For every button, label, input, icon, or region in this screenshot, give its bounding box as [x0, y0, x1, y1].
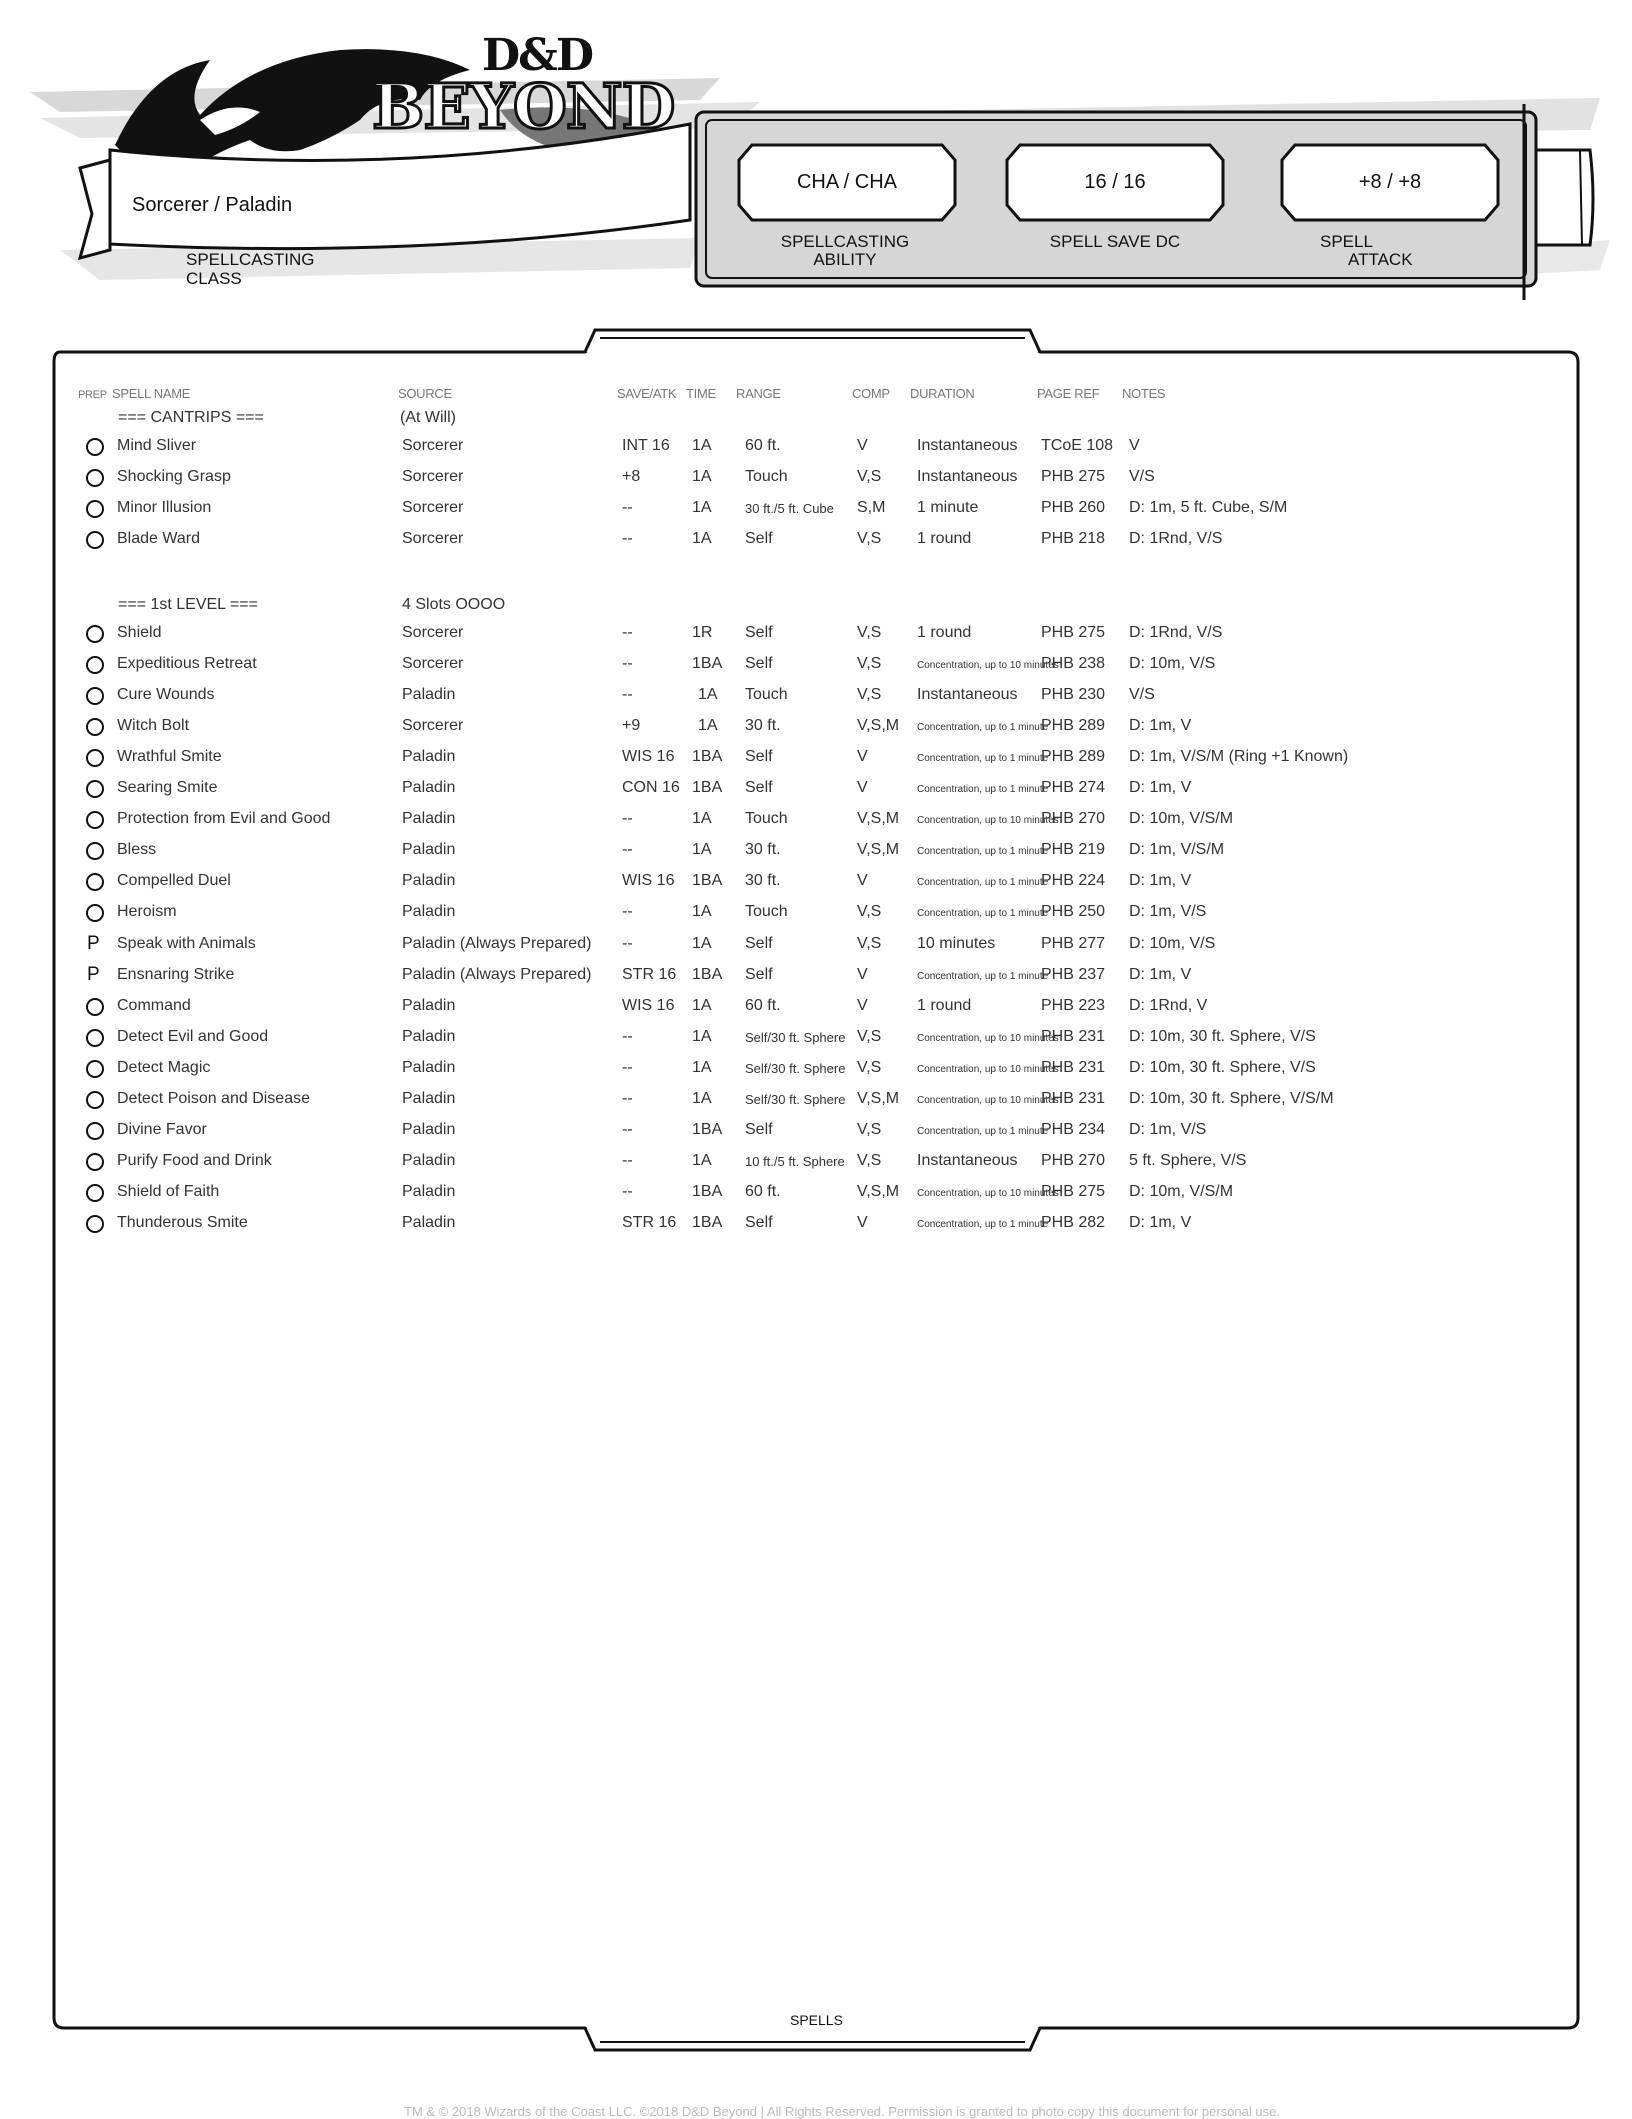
spell-notes: D: 1m, V	[1129, 872, 1192, 889]
spell-save-atk: --	[622, 1183, 633, 1200]
header-spell-name: SPELL NAME	[112, 386, 191, 401]
spell-source: Paladin (Always Prepared)	[402, 935, 592, 952]
spell-time: 1A	[692, 935, 712, 952]
label-line-2: ATTACK	[1348, 250, 1413, 269]
spell-time: 1A	[692, 1059, 712, 1076]
spell-range: Self	[745, 655, 773, 672]
spell-notes: D: 1m, 5 ft. Cube, S/M	[1129, 499, 1288, 516]
spell-components: V,S,M	[857, 717, 900, 734]
spell-save-atk: --	[622, 1090, 633, 1107]
spell-row[interactable]	[0, 872, 1632, 900]
spell-time: 1BA	[692, 748, 723, 765]
spell-row[interactable]	[0, 499, 1632, 527]
spell-source: Paladin	[402, 1121, 456, 1138]
spell-range: 30 ft.	[745, 872, 781, 889]
spell-row[interactable]	[0, 468, 1632, 496]
spell-save-atk: --	[622, 499, 633, 516]
spell-row[interactable]	[0, 903, 1632, 931]
spell-page-ref: PHB 231	[1041, 1059, 1106, 1076]
spell-duration: 1 minute	[917, 499, 979, 516]
spellcasting-class-value[interactable]: Sorcerer / Paladin	[132, 194, 293, 216]
spell-notes: D: 1m, V/S/M	[1129, 841, 1225, 858]
spell-row[interactable]	[0, 748, 1632, 776]
spell-source: Paladin	[402, 1028, 456, 1045]
spellcasting-ability-value[interactable]: CHA / CHA	[796, 170, 898, 193]
spell-notes: D: 1m, V	[1129, 779, 1192, 796]
spell-range: Self	[745, 935, 773, 952]
spell-save-atk: --	[622, 655, 633, 672]
spell-row[interactable]	[0, 997, 1632, 1025]
spell-save-atk: --	[622, 1028, 633, 1045]
spell-name: Bless	[117, 841, 157, 858]
section-level1-info: 4 Slots OOOO	[402, 596, 506, 613]
prepared-checkbox[interactable]	[86, 1215, 104, 1233]
header-save-atk: SAVE/ATK	[617, 386, 677, 401]
spell-page-ref: PHB 289	[1041, 748, 1106, 765]
prepared-checkbox[interactable]	[86, 811, 104, 829]
spell-duration: 1 round	[917, 530, 972, 547]
spell-time: 1BA	[692, 1214, 723, 1231]
prepared-always-marker: P	[87, 964, 100, 985]
spell-source: Paladin	[402, 1183, 456, 1200]
spell-row[interactable]	[0, 1090, 1632, 1118]
spell-components: V,S,M	[857, 1090, 900, 1107]
spell-row[interactable]	[0, 1028, 1632, 1056]
spell-time: 1R	[692, 624, 713, 641]
spell-duration: Concentration, up to 10 minutes	[917, 1095, 1059, 1106]
spell-duration: Concentration, up to 1 minute	[917, 722, 1049, 733]
spell-range: 60 ft.	[745, 1183, 781, 1200]
spell-save-atk: +9	[622, 717, 641, 734]
spell-row[interactable]	[0, 966, 1632, 994]
spell-source: Paladin	[402, 1059, 456, 1076]
spell-name: Thunderous Smite	[117, 1214, 248, 1231]
header-comp: COMP	[852, 386, 890, 401]
spell-row[interactable]	[0, 841, 1632, 869]
spell-duration: Instantaneous	[917, 686, 1018, 703]
spell-components: V	[857, 779, 868, 796]
spell-duration: Concentration, up to 1 minute	[917, 877, 1049, 888]
spell-components: V,S,M	[857, 810, 900, 827]
spell-row[interactable]	[0, 935, 1632, 963]
spell-page-ref: TCoE 108	[1041, 437, 1114, 454]
spell-page-ref: PHB 223	[1041, 997, 1106, 1014]
spell-components: V,S	[857, 1028, 882, 1045]
spell-row[interactable]	[0, 1059, 1632, 1087]
spell-save-atk: --	[622, 1121, 633, 1138]
spell-source: Paladin (Always Prepared)	[402, 966, 592, 983]
spell-notes: V/S	[1129, 468, 1155, 485]
spell-components: V,S	[857, 1121, 882, 1138]
spell-save-atk: WIS 16	[622, 997, 675, 1014]
spell-page-ref: PHB 275	[1041, 624, 1106, 641]
spell-notes: D: 10m, V/S	[1129, 935, 1216, 952]
spell-name: Blade Ward	[117, 530, 200, 547]
prepared-checkbox[interactable]	[86, 469, 104, 487]
spell-time: 1BA	[692, 655, 723, 672]
spell-duration: Concentration, up to 10 minutes	[917, 1064, 1059, 1075]
spell-time: 1A	[692, 1028, 712, 1045]
spell-row[interactable]	[0, 810, 1632, 838]
header-notes: NOTES	[1122, 386, 1166, 401]
spell-source: Sorcerer	[402, 655, 464, 672]
spell-components: V,S	[857, 655, 882, 672]
spell-notes: D: 10m, V/S/M	[1129, 810, 1234, 827]
spell-page-ref: PHB 230	[1041, 686, 1106, 703]
spell-time: 1BA	[692, 872, 723, 889]
spell-notes: D: 1Rnd, V/S	[1129, 530, 1223, 547]
prepared-checkbox[interactable]	[86, 873, 104, 891]
spell-duration: Instantaneous	[917, 437, 1018, 454]
spell-notes: D: 1m, V	[1129, 1214, 1192, 1231]
spell-name: Detect Magic	[117, 1059, 211, 1076]
spell-source: Paladin	[402, 810, 456, 827]
spell-time: 1A	[692, 1152, 712, 1169]
spell-save-atk: --	[622, 935, 633, 952]
spell-page-ref: PHB 234	[1041, 1121, 1106, 1138]
spell-notes: D: 1Rnd, V	[1129, 997, 1208, 1014]
spell-page-ref: PHB 250	[1041, 903, 1106, 920]
spell-source: Paladin	[402, 1214, 456, 1231]
spell-range: Self	[745, 748, 773, 765]
spell-row[interactable]	[0, 1121, 1632, 1149]
prepared-checkbox[interactable]	[86, 1091, 104, 1109]
prepared-checkbox[interactable]	[86, 998, 104, 1016]
spell-name: Detect Evil and Good	[117, 1028, 269, 1045]
spell-name: Command	[117, 997, 191, 1014]
spell-source: Paladin	[402, 903, 456, 920]
prepared-checkbox[interactable]	[86, 625, 104, 643]
spell-notes: D: 1m, V/S/M (Ring +1 Known)	[1129, 748, 1349, 765]
spell-range: Self	[745, 1121, 773, 1138]
spell-range: Self/30 ft. Sphere	[745, 1092, 846, 1107]
spell-duration: 10 minutes	[917, 935, 996, 952]
spell-page-ref: PHB 238	[1041, 655, 1106, 672]
spell-save-atk: --	[622, 841, 633, 858]
spell-duration: Concentration, up to 1 minute	[917, 846, 1049, 857]
spell-name: Shield	[117, 624, 162, 641]
spell-range: Touch	[745, 686, 788, 703]
spell-components: V	[857, 437, 868, 454]
spell-notes: D: 1Rnd, V/S	[1129, 624, 1223, 641]
prepared-checkbox[interactable]	[86, 1060, 104, 1078]
footer-copyright: TM & © 2018 Wizards of the Coast LLC. ©2018 D&D Beyond | All Rights Reserved. Permission is granted to photo copy this document for personal use.	[404, 2104, 1280, 2119]
spell-source: Paladin	[402, 779, 456, 796]
label-line-1: SPELLCASTING	[780, 232, 910, 251]
spell-source: Paladin	[402, 1152, 456, 1169]
spell-page-ref: PHB 270	[1041, 810, 1106, 827]
spell-duration: Concentration, up to 10 minutes	[917, 815, 1059, 826]
prepared-checkbox[interactable]	[86, 1122, 104, 1140]
spell-components: V,S,M	[857, 841, 900, 858]
spell-time: 1A	[692, 1090, 712, 1107]
spell-notes: D: 1m, V/S	[1129, 903, 1207, 920]
spell-components: V	[857, 966, 868, 983]
label-line-2: ABILITY	[813, 250, 877, 269]
prepared-checkbox[interactable]	[86, 780, 104, 798]
prepared-checkbox[interactable]	[86, 904, 104, 922]
spell-range: Touch	[745, 810, 788, 827]
spell-page-ref: PHB 260	[1041, 499, 1106, 516]
spell-duration: Concentration, up to 10 minutes	[917, 1188, 1059, 1199]
spell-save-atk: WIS 16	[622, 872, 675, 889]
spell-components: V	[857, 1214, 868, 1231]
spell-source: Sorcerer	[402, 624, 464, 641]
spell-row[interactable]	[0, 1152, 1632, 1180]
spell-notes: D: 10m, 30 ft. Sphere, V/S	[1129, 1059, 1316, 1076]
spell-name: Expeditious Retreat	[117, 655, 257, 672]
spell-page-ref: PHB 231	[1041, 1028, 1106, 1045]
spell-time: 1A	[692, 997, 712, 1014]
spell-components: V,S,M	[857, 1183, 900, 1200]
spell-source: Sorcerer	[402, 437, 464, 454]
spell-name: Shield of Faith	[117, 1183, 220, 1200]
spell-save-atk: --	[622, 1059, 633, 1076]
spell-notes: D: 1m, V	[1129, 966, 1192, 983]
spell-save-atk: --	[622, 530, 633, 547]
header-range: RANGE	[736, 386, 781, 401]
spellcasting-class-label	[186, 250, 315, 288]
spell-name: Divine Favor	[117, 1121, 207, 1138]
header-source: SOURCE	[398, 386, 452, 401]
spell-notes: D: 10m, 30 ft. Sphere, V/S	[1129, 1028, 1316, 1045]
spell-range: 30 ft.	[745, 717, 781, 734]
spell-components: V,S	[857, 1059, 882, 1076]
spell-attack-value[interactable]: +8 / +8	[1358, 170, 1422, 193]
logo-dd: D&D	[482, 30, 593, 81]
spell-page-ref: PHB 275	[1041, 468, 1106, 485]
spell-row[interactable]	[0, 437, 1632, 465]
spell-row[interactable]	[0, 1183, 1632, 1211]
spell-time: 1A	[692, 530, 712, 547]
spell-attack-label	[1320, 233, 1440, 269]
spell-duration: Concentration, up to 1 minute	[917, 1219, 1049, 1230]
spell-page-ref: PHB 274	[1041, 779, 1106, 796]
spell-save-atk: --	[622, 686, 633, 703]
spell-components: V	[857, 872, 868, 889]
prepared-checkbox[interactable]	[86, 1153, 104, 1171]
spell-save-atk: --	[622, 810, 633, 827]
header-time: TIME	[686, 386, 716, 401]
spell-source: Paladin	[402, 686, 456, 703]
section-level1-title: === 1st LEVEL ===	[118, 596, 258, 613]
spell-save-atk: +8	[622, 468, 641, 485]
spell-time: 1A	[698, 717, 718, 734]
prepared-checkbox[interactable]	[86, 1184, 104, 1202]
spell-notes: D: 10m, 30 ft. Sphere, V/S/M	[1129, 1090, 1334, 1107]
prepared-checkbox[interactable]	[86, 531, 104, 549]
spell-duration: 1 round	[917, 997, 972, 1014]
spell-components: S,M	[857, 499, 886, 516]
spell-source: Sorcerer	[402, 499, 464, 516]
prepared-checkbox[interactable]	[86, 656, 104, 674]
spell-page-ref: PHB 224	[1041, 872, 1106, 889]
spell-notes: D: 1m, V/S	[1129, 1121, 1207, 1138]
spell-name: Ensnaring Strike	[117, 966, 235, 983]
spell-range: Touch	[745, 468, 788, 485]
spell-duration: Concentration, up to 10 minutes	[917, 1033, 1059, 1044]
spell-range: 10 ft./5 ft. Sphere	[745, 1154, 845, 1169]
spell-source: Sorcerer	[402, 717, 464, 734]
spell-notes: D: 10m, V/S	[1129, 655, 1216, 672]
spell-components: V,S	[857, 686, 882, 703]
header-prep: PREP	[78, 389, 107, 401]
spell-time: 1BA	[692, 1121, 723, 1138]
spell-save-dc-value[interactable]: 16 / 16	[1084, 170, 1146, 193]
spell-name: Cure Wounds	[117, 686, 215, 703]
spell-duration: 1 round	[917, 624, 972, 641]
spell-time: 1A	[692, 841, 712, 858]
spell-name: Shocking Grasp	[117, 468, 231, 485]
spell-name: Searing Smite	[117, 779, 218, 796]
spell-source: Paladin	[402, 841, 456, 858]
spell-components: V,S	[857, 530, 882, 547]
spell-notes: D: 1m, V	[1129, 717, 1192, 734]
spell-time: 1A	[692, 903, 712, 920]
prepared-always-marker: P	[87, 933, 100, 954]
spell-page-ref: PHB 282	[1041, 1214, 1106, 1231]
spell-source: Paladin	[402, 997, 456, 1014]
label-line-2: CLASS	[186, 269, 242, 288]
spell-range: 30 ft./5 ft. Cube	[745, 501, 834, 516]
page-label: SPELLS	[790, 2012, 843, 2028]
prepared-checkbox[interactable]	[86, 749, 104, 767]
label-line-1: SPELL	[1320, 232, 1373, 251]
spell-save-atk: WIS 16	[622, 748, 675, 765]
logo-beyond: BEYOND	[372, 70, 675, 143]
spell-name: Detect Poison and Disease	[117, 1090, 310, 1107]
spell-row[interactable]	[0, 1214, 1632, 1242]
spell-source: Paladin	[402, 748, 456, 765]
section-cantrips-info: (At Will)	[400, 409, 456, 426]
spell-time: 1BA	[692, 1183, 723, 1200]
spell-duration: Concentration, up to 1 minute	[917, 971, 1049, 982]
spell-name: Mind Sliver	[117, 437, 197, 454]
spell-components: V,S	[857, 1152, 882, 1169]
header-page-ref: PAGE REF	[1037, 386, 1100, 401]
spell-range: Self	[745, 779, 773, 796]
spell-save-atk: STR 16	[622, 1214, 677, 1231]
spell-time: 1BA	[692, 966, 723, 983]
spell-duration: Concentration, up to 1 minute	[917, 1126, 1049, 1137]
spell-components: V,S	[857, 935, 882, 952]
spell-page-ref: PHB 277	[1041, 935, 1106, 952]
spell-notes: 5 ft. Sphere, V/S	[1129, 1152, 1247, 1169]
spell-time: 1A	[692, 468, 712, 485]
spell-source: Paladin	[402, 1090, 456, 1107]
spell-name: Protection from Evil and Good	[117, 810, 331, 827]
spell-row[interactable]	[0, 530, 1632, 558]
spell-page-ref: PHB 218	[1041, 530, 1106, 547]
spell-range: 60 ft.	[745, 437, 781, 454]
spell-row[interactable]	[0, 624, 1632, 652]
spell-save-atk: --	[622, 903, 633, 920]
spell-duration: Instantaneous	[917, 468, 1018, 485]
spell-save-dc-label: SPELL SAVE DC	[1049, 232, 1181, 251]
prepared-checkbox[interactable]	[86, 718, 104, 736]
spell-name: Heroism	[117, 903, 177, 920]
prepared-checkbox[interactable]	[86, 687, 104, 705]
spell-range: Self/30 ft. Sphere	[745, 1030, 846, 1045]
spell-time: 1BA	[692, 779, 723, 796]
spell-save-atk: --	[622, 1152, 633, 1169]
spell-source: Paladin	[402, 872, 456, 889]
spell-range: Self	[745, 966, 773, 983]
spell-range: Self	[745, 530, 773, 547]
header-duration: DURATION	[910, 386, 975, 401]
spell-duration: Concentration, up to 1 minute	[917, 784, 1049, 795]
spell-notes: V	[1129, 437, 1140, 454]
spell-row[interactable]	[0, 717, 1632, 745]
spell-page-ref: PHB 289	[1041, 717, 1106, 734]
spell-time: 1A	[692, 437, 712, 454]
spell-duration: Concentration, up to 1 minute	[917, 908, 1049, 919]
spell-page-ref: PHB 219	[1041, 841, 1106, 858]
spell-save-atk: INT 16	[622, 437, 670, 454]
spell-duration: Concentration, up to 1 minute	[917, 753, 1049, 764]
prepared-checkbox[interactable]	[86, 500, 104, 518]
spell-page-ref: PHB 275	[1041, 1183, 1106, 1200]
spell-components: V,S	[857, 903, 882, 920]
spell-name: Purify Food and Drink	[117, 1152, 272, 1169]
prepared-checkbox[interactable]	[86, 842, 104, 860]
spell-row[interactable]	[0, 779, 1632, 807]
spellcasting-ability-label	[770, 233, 920, 269]
prepared-checkbox[interactable]	[86, 1029, 104, 1047]
label-line-1: SPELLCASTING	[186, 250, 315, 269]
spell-name: Compelled Duel	[117, 872, 231, 889]
prepared-checkbox[interactable]	[86, 438, 104, 456]
spell-range: Self/30 ft. Sphere	[745, 1061, 846, 1076]
spell-page-ref: PHB 231	[1041, 1090, 1106, 1107]
spell-time: 1A	[692, 810, 712, 827]
spell-duration: Concentration, up to 10 minutes	[917, 660, 1059, 671]
spell-range: 60 ft.	[745, 997, 781, 1014]
spell-save-atk: STR 16	[622, 966, 677, 983]
spell-range: Self	[745, 624, 773, 641]
spell-page-ref: PHB 270	[1041, 1152, 1106, 1169]
spell-components: V	[857, 748, 868, 765]
spell-components: V	[857, 997, 868, 1014]
spell-name: Wrathful Smite	[117, 748, 222, 765]
spell-components: V,S	[857, 624, 882, 641]
spell-time: 1A	[692, 499, 712, 516]
spell-save-atk: CON 16	[622, 779, 680, 796]
spell-name: Speak with Animals	[117, 935, 256, 952]
spell-page-ref: PHB 237	[1041, 966, 1106, 983]
spell-name: Minor Illusion	[117, 499, 212, 516]
spell-range: 30 ft.	[745, 841, 781, 858]
spell-source: Sorcerer	[402, 468, 464, 485]
spell-source: Sorcerer	[402, 530, 464, 547]
spell-name: Witch Bolt	[117, 717, 190, 734]
spell-time: 1A	[698, 686, 718, 703]
spell-range: Touch	[745, 903, 788, 920]
spell-notes: D: 10m, V/S/M	[1129, 1183, 1234, 1200]
spell-row[interactable]	[0, 655, 1632, 683]
spell-range: Self	[745, 1214, 773, 1231]
spell-components: V,S	[857, 468, 882, 485]
spell-row[interactable]	[0, 686, 1632, 714]
section-cantrips-title: === CANTRIPS ===	[118, 409, 264, 426]
spell-save-atk: --	[622, 624, 633, 641]
spell-notes: V/S	[1129, 686, 1155, 703]
spell-duration: Instantaneous	[917, 1152, 1018, 1169]
